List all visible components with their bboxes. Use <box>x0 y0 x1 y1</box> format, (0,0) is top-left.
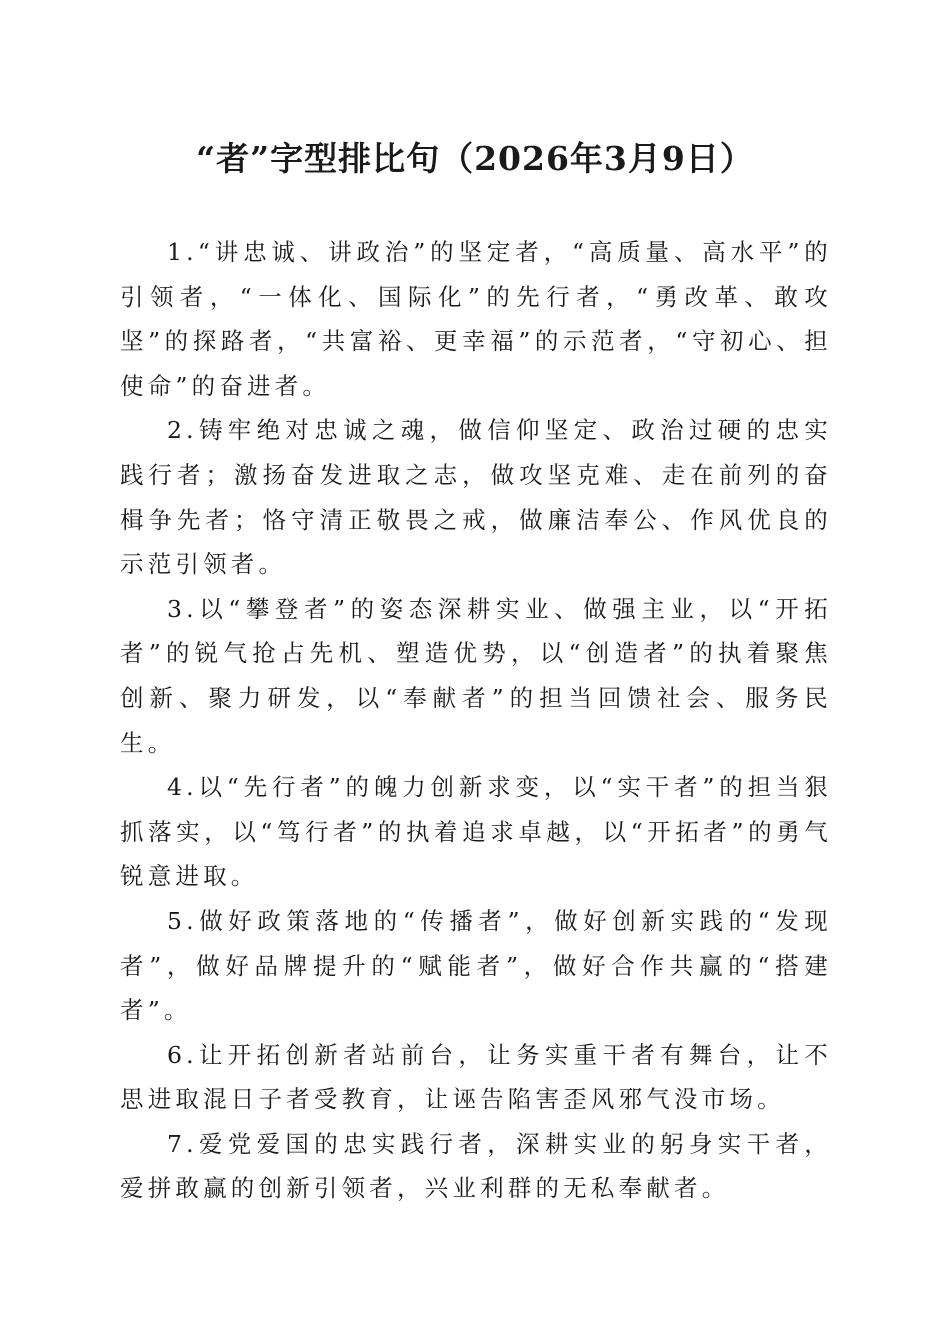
paragraph-1: 1.“讲忠诚、讲政治”的坚定者，“高质量、高水平”的引领者，“一体化、国际化”的先行者，“勇改革、敢攻坚”的探路者，“共富裕、更幸福”的示范者，“守初心、担使命”的奋进者。 <box>120 238 832 400</box>
paragraph-7: 7.爱党爱国的忠实践行者，深耕实业的躬身实干者，爱拼敢赢的创新引领者，兴业利群的无私奉献者。 <box>120 1129 832 1203</box>
paragraph-6: 6.让开拓创新者站前台，让务实重干者有舞台，让不思进取混日子者受教育，让诬告陷害歪风邪气没市场。 <box>120 1040 832 1114</box>
document-body <box>120 230 832 1211</box>
page-title: “者”字型排比句（2026年3月9日） <box>196 139 754 178</box>
paragraph-4: 4.以“先行者”的魄力创新求变，以“实干者”的担当狠抓落实，以“笃行者”的执着追求卓越，以“开拓者”的勇气锐意进取。 <box>120 773 832 891</box>
paragraph-5: 5.做好政策落地的“传播者”，做好创新实践的“发现者”，做好品牌提升的“赋能者”，做好合作共赢的“搭建者”。 <box>120 906 832 1025</box>
paragraph-2: 2.铸牢绝对忠诚之魂，做信仰坚定、政治过硬的忠实践行者；激扬奋发进取之志，做攻坚克难、走在前列的奋楫争先者；恪守清正敬畏之戒，做廉洁奉公、作风优良的示范引领者。 <box>120 416 832 579</box>
paragraph-3: 3.以“攀登者”的姿态深耕实业、做强主业，以“开拓者”的锐气抢占先机、塑造优势，以“创造者”的执着聚焦创新、聚力研发，以“奉献者”的担当回馈社会、服务民生。 <box>120 594 832 757</box>
